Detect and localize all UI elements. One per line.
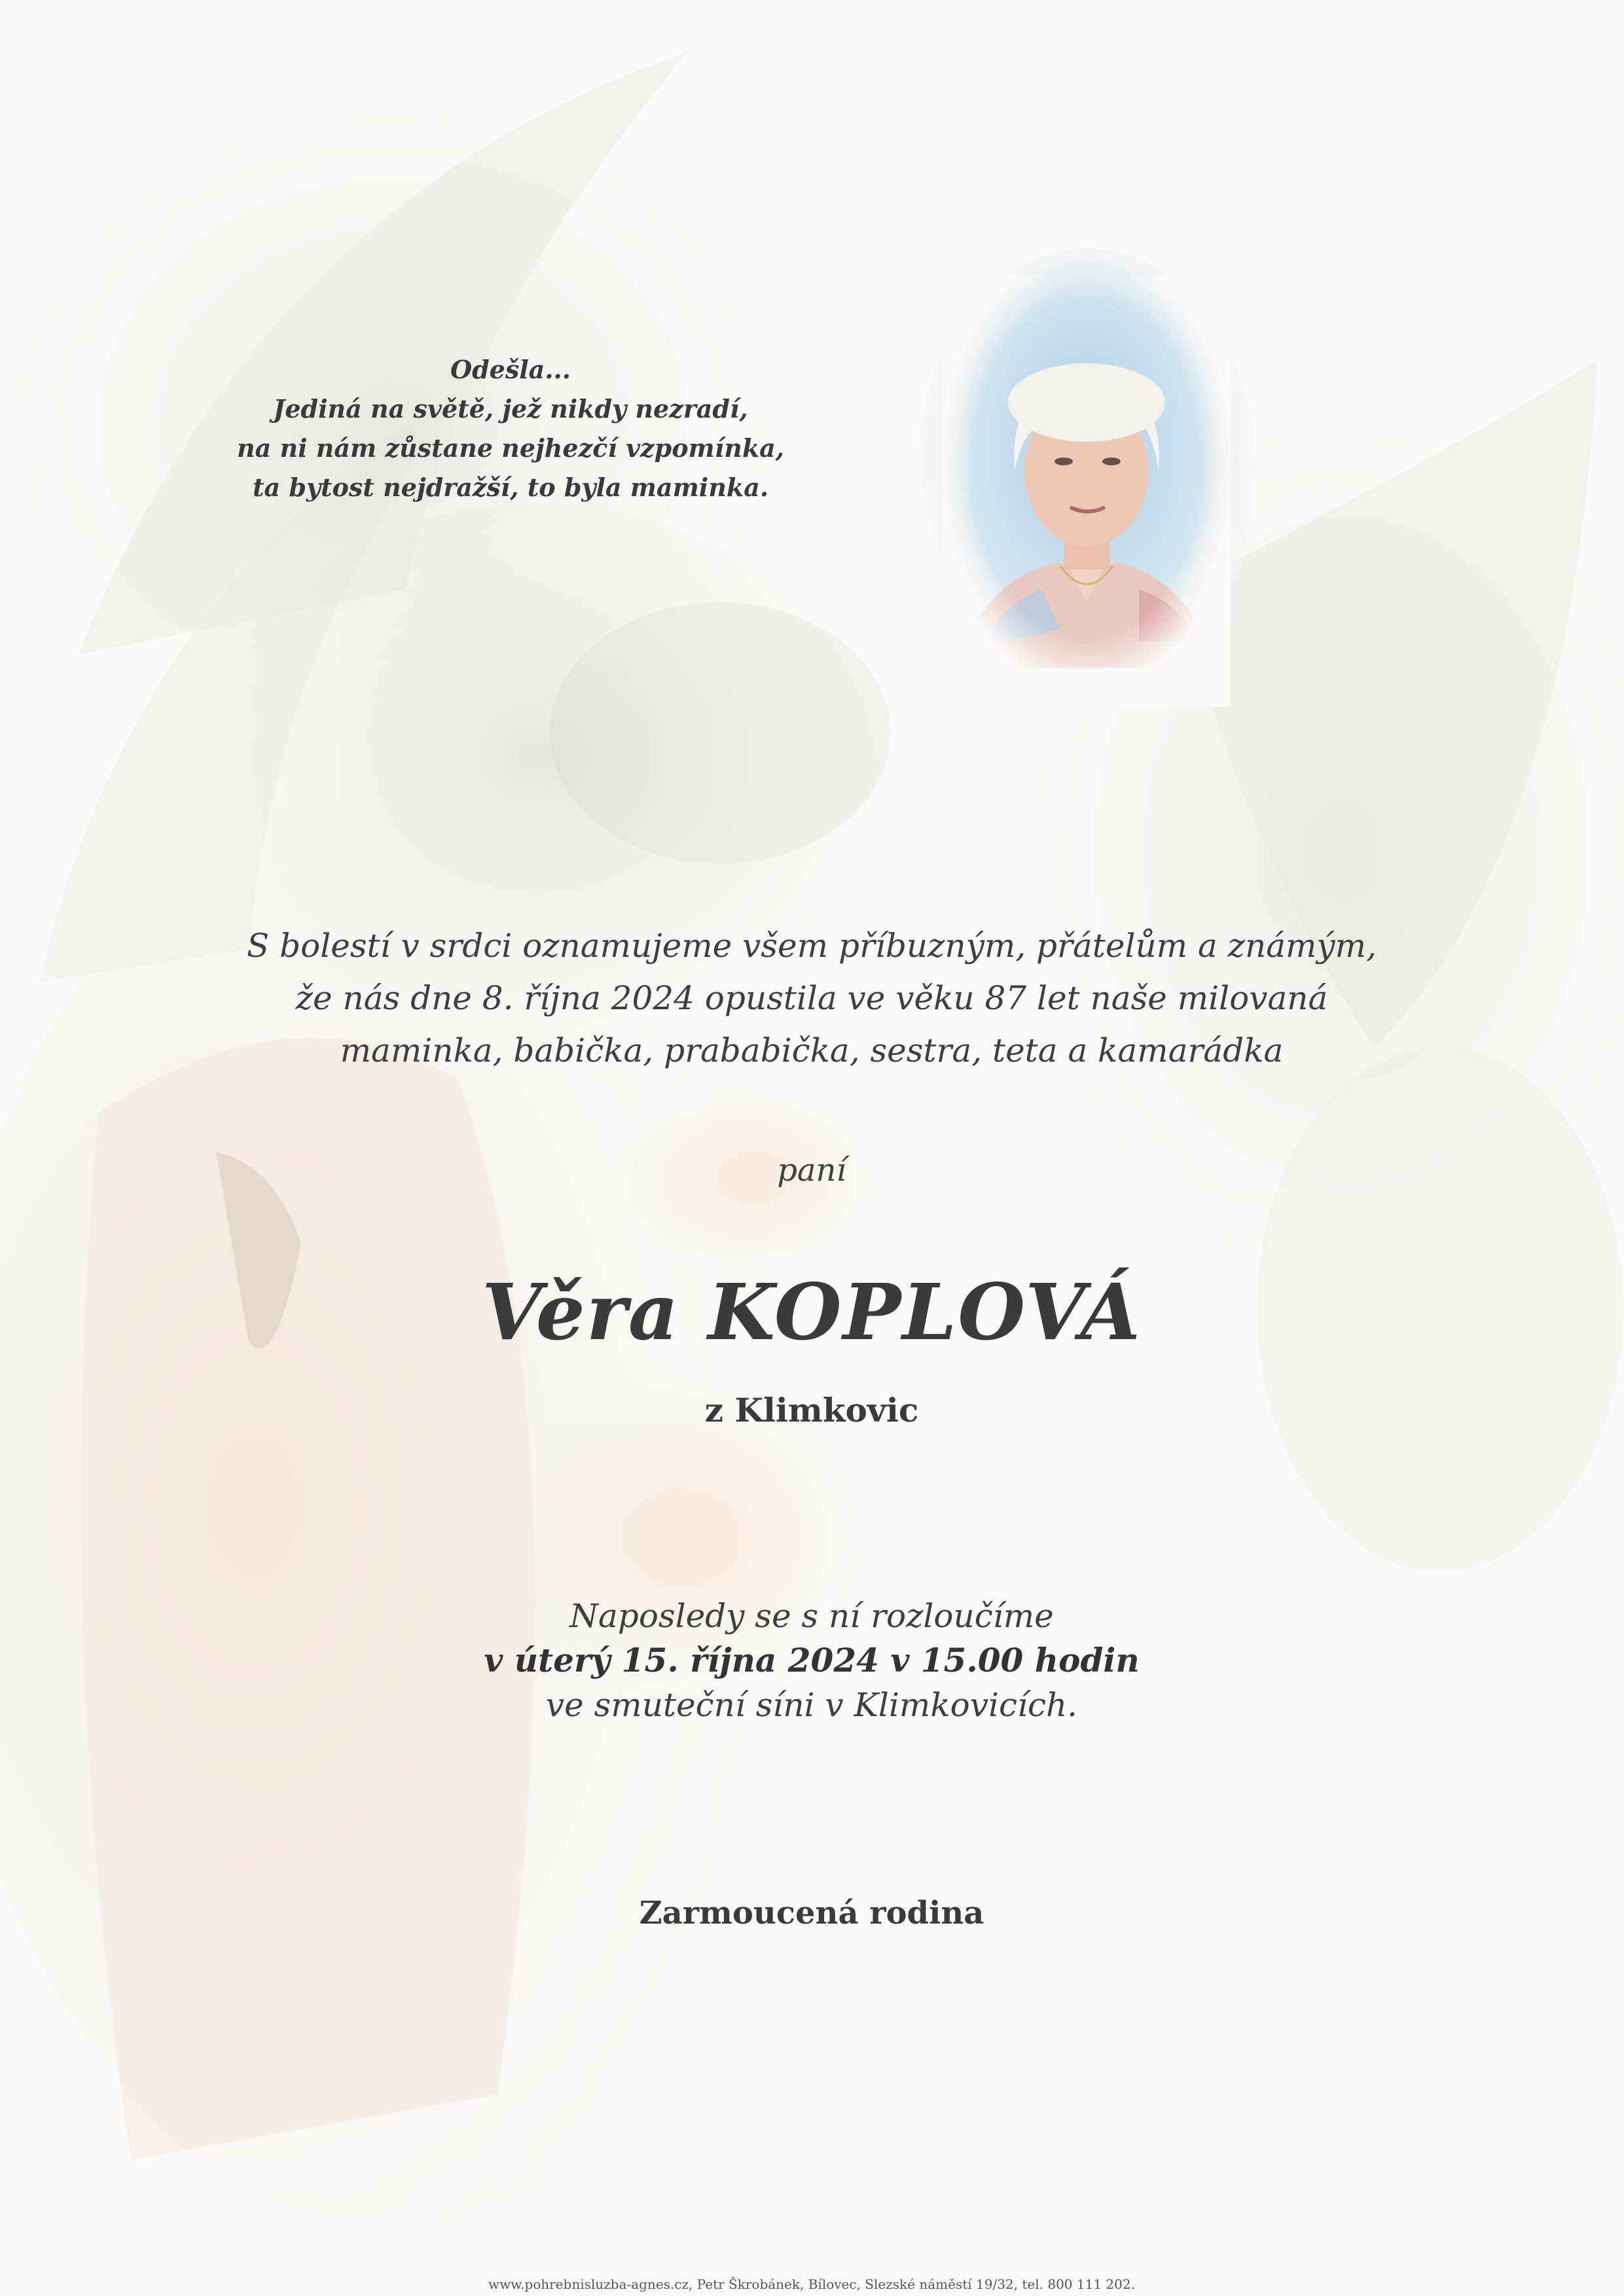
footer-contact: www.pohrebnisluzba-agnes.cz, Petr Škrobánek, Bílovec, Slezské náměstí 19/32, tel. 800 111 202. bbox=[488, 2276, 1135, 2292]
poem-line: ta bytost nejdražší, to byla maminka. bbox=[252, 473, 769, 502]
poem bbox=[216, 350, 805, 507]
ceremony-datetime: v úterý 15. října 2024 v 15.00 hodin bbox=[484, 1641, 1140, 1679]
deceased-origin: z Klimkovic bbox=[704, 1391, 919, 1429]
announcement-line: S bolestí v srdci oznamujeme všem příbuzným, přátelům a známým, bbox=[247, 927, 1377, 965]
ceremony-place: ve smuteční síni v Klimkovicích. bbox=[545, 1686, 1078, 1724]
poem-line: Jediná na světě, jež nikdy nezradí, bbox=[273, 394, 748, 423]
poem-line: na ni nám zůstane nejhezčí vzpomínka, bbox=[236, 433, 785, 463]
poem-line: Odešla... bbox=[450, 355, 571, 384]
announcement-line: že nás dne 8. října 2024 opustila ve věku 87 let naše milovaná bbox=[295, 979, 1328, 1017]
announcement bbox=[157, 920, 1466, 1077]
portrait-photo bbox=[943, 275, 1231, 707]
announcement-line: maminka, babička, prababička, sestra, teta a kamarádka bbox=[340, 1031, 1284, 1069]
honorific: paní bbox=[777, 1152, 846, 1189]
signature: Zarmoucená rodina bbox=[639, 1895, 984, 1931]
deceased-name: Věra KOPLOVÁ bbox=[481, 1266, 1142, 1357]
ceremony-intro: Naposledy se s ní rozloučíme bbox=[569, 1597, 1054, 1635]
ceremony-info bbox=[288, 1594, 1335, 1727]
